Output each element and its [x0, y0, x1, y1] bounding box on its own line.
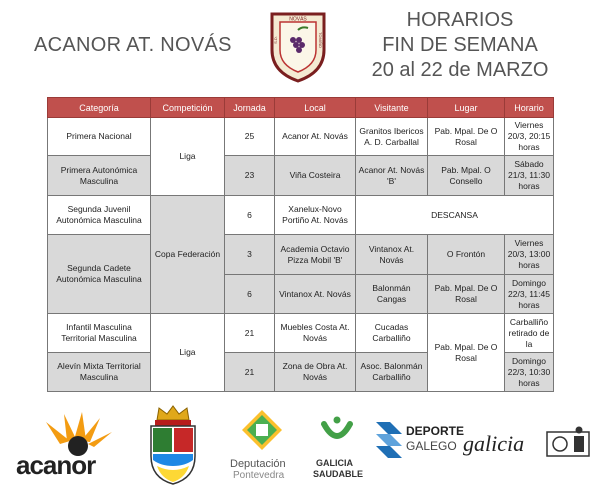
crest-text-right: TOMIÑO — [318, 32, 323, 48]
cell-jornada: 6 — [225, 275, 275, 314]
crest-text-top: NOVÁS — [289, 16, 307, 23]
title-line-1: HORARIOS — [406, 9, 514, 31]
cell-jornada: 21 — [225, 353, 275, 392]
cell-lugar: Pab. Mpal. De O Rosal — [428, 314, 505, 392]
galicia-saudable-icon — [318, 414, 356, 454]
cell-categoria: Primera Nacional — [48, 118, 151, 156]
cell-descansa: DESCANSA — [356, 196, 554, 235]
cell-local: Vintanox At. Novás — [275, 275, 356, 314]
header-horario: Horario — [505, 98, 554, 118]
cell-categoria: Infantil Masculina Territorial Masculina — [48, 314, 151, 353]
table-row — [48, 235, 554, 275]
cell-competicion: Copa Federación — [151, 196, 225, 314]
cell-local: Xanelux-Novo Portiño At. Novás — [275, 196, 356, 235]
table-row — [48, 314, 554, 353]
deporte-label: DEPORTE — [406, 424, 465, 438]
club-name: ACANOR AT. NOVÁS — [34, 34, 232, 56]
table-row — [48, 118, 554, 156]
galicia-saudable-label-1: GALICIA — [316, 458, 353, 468]
cell-categoria: Alevín Mixta Territorial Masculina — [48, 353, 151, 392]
cell-visitante: Asoc. Balonmán Carballiño — [356, 353, 428, 392]
cell-competicion: Liga — [151, 314, 225, 392]
cell-horario: Sábado 21/3, 11:30 horas — [505, 156, 554, 196]
cell-lugar: O Frontón — [428, 235, 505, 275]
cell-horario: Viernes 20/3, 13:00 horas — [505, 235, 554, 275]
cell-competicion: Liga — [151, 118, 225, 196]
header-competicion: Competición — [151, 98, 225, 118]
schedule-title — [360, 8, 560, 83]
cell-local: Viña Costeira — [275, 156, 356, 196]
sponsor-logos-bar — [0, 402, 600, 490]
header-local: Local — [275, 98, 356, 118]
cell-horario: Viernes 20/3, 20:15 horas — [505, 118, 554, 156]
cell-lugar: Pab. Mpal. De O Rosal — [428, 275, 505, 314]
deputacion-diamond-icon — [240, 408, 284, 452]
cell-categoria: Segunda Juvenil Autonómica Masculina — [48, 196, 151, 235]
cell-local: Acanor At. Novás — [275, 118, 356, 156]
cell-jornada: 25 — [225, 118, 275, 156]
cell-categoria: Segunda Cadete Autonómica Masculina — [48, 235, 151, 314]
cell-categoria: Primera Autonómica Masculina — [48, 156, 151, 196]
deputacion-label: Deputación — [230, 458, 286, 470]
table-row — [48, 156, 554, 196]
cell-lugar: Pab. Mpal. O Consello — [428, 156, 505, 196]
cell-jornada: 3 — [225, 235, 275, 275]
cell-local: Zona de Obra At. Novás — [275, 353, 356, 392]
cell-visitante: Acanor At. Novás 'B' — [356, 156, 428, 196]
schedule-table — [47, 97, 554, 392]
galego-label: GALEGO — [406, 439, 457, 453]
table-header-row — [48, 98, 554, 118]
galicia-saudable-label-2: SAUDABLE — [313, 469, 364, 479]
cell-horario: Domingo 22/3, 10:30 horas — [505, 353, 554, 392]
coat-of-arms-icon — [145, 404, 201, 486]
cell-lugar: Pab. Mpal. De O Rosal — [428, 118, 505, 156]
header-visitante: Visitante — [356, 98, 428, 118]
cell-visitante: Granitos Ibericos A. D. Carballal — [356, 118, 428, 156]
cell-jornada: 23 — [225, 156, 275, 196]
acanor-logo-text: acanor — [16, 450, 96, 480]
title-line-2: FIN DE SEMANA — [382, 34, 538, 56]
cell-visitante: Balonmán Cangas — [356, 275, 428, 314]
deporte-galego-icon — [374, 420, 404, 460]
header-jornada: Jornada — [225, 98, 275, 118]
cell-jornada: 6 — [225, 196, 275, 235]
cell-horario: Carballiño retirado de la — [505, 314, 554, 353]
cell-visitante: Vintanox At. Novás — [356, 235, 428, 275]
title-line-3: 20 al 22 de MARZO — [371, 59, 549, 81]
cell-horario: Domingo 22/3, 11:45 horas — [505, 275, 554, 314]
club-crest-logo — [268, 10, 328, 84]
header-lugar: Lugar — [428, 98, 505, 118]
cell-local: Academia Octavio Pizza Mobil 'B' — [275, 235, 356, 275]
cell-local: Muebles Costa At. Novás — [275, 314, 356, 353]
crest-text-left: S.D. — [273, 36, 278, 44]
acanor-logo — [12, 410, 122, 480]
header-categoria: Categoría — [48, 98, 151, 118]
cell-jornada: 21 — [225, 314, 275, 353]
galicia-logo-text: galicia — [463, 431, 525, 456]
pontevedra-label: Pontevedra — [233, 470, 285, 481]
table-row — [48, 196, 554, 235]
cell-visitante: Cucadas Carballiño — [356, 314, 428, 353]
handball-club-icon — [546, 424, 590, 464]
